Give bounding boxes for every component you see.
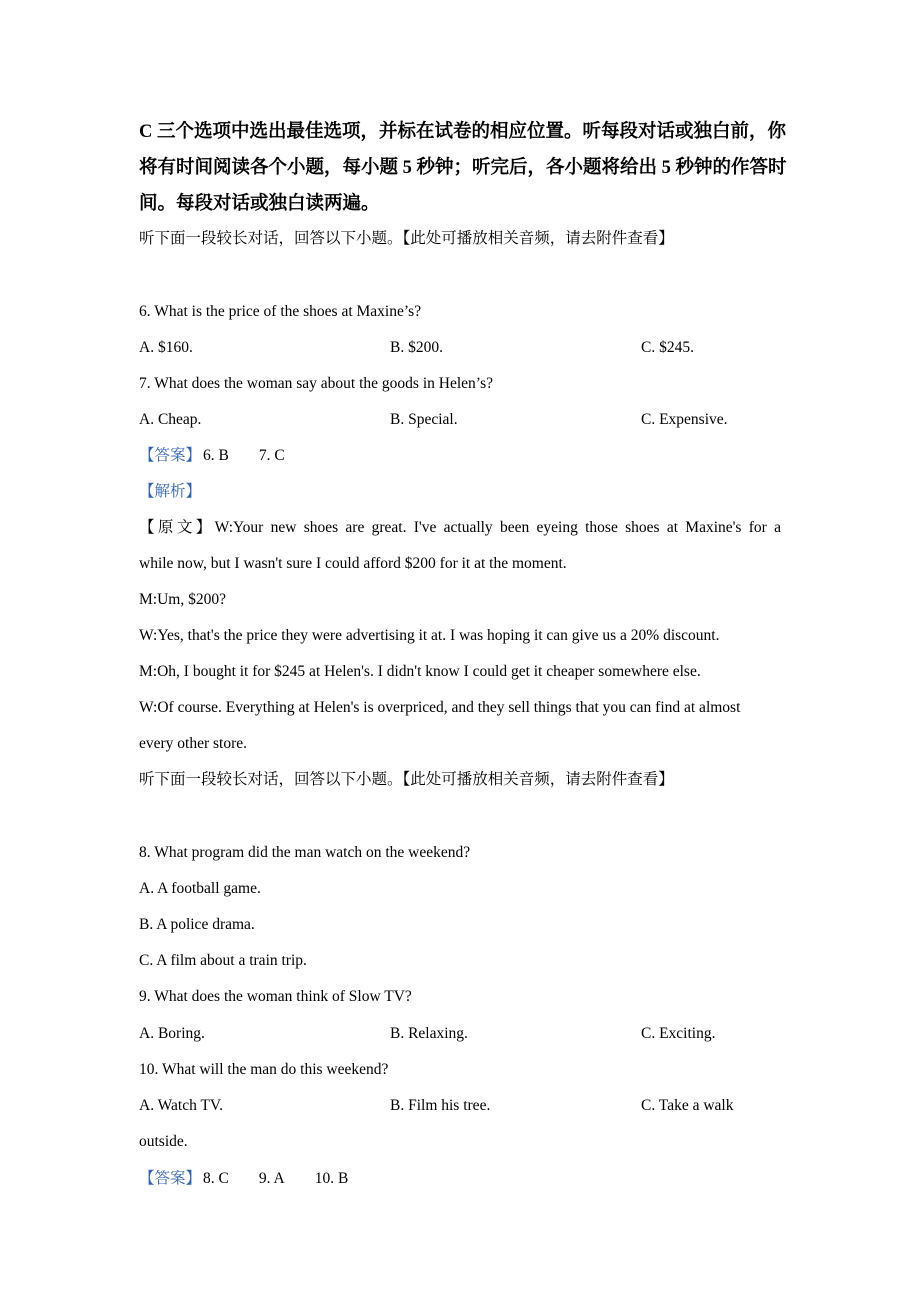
question-10-stem: 10. What will the man do this weekend? bbox=[139, 1061, 389, 1078]
question-7-option-c: C. Expensive. bbox=[641, 411, 728, 428]
question-9-option-a: A. Boring. bbox=[139, 1025, 205, 1042]
answer-8: 8. C bbox=[203, 1170, 229, 1187]
question-9-option-c: C. Exciting. bbox=[641, 1025, 716, 1042]
transcript-line-3: W:Yes, that's the price they were advertising it at. I was hoping it can give us a 20% discount. bbox=[139, 627, 720, 644]
answer-line-1 bbox=[139, 446, 285, 466]
answer-9: 9. A bbox=[258, 1170, 285, 1187]
answer-10: 10. B bbox=[314, 1170, 349, 1187]
answer-tag: 【答案】 bbox=[139, 447, 202, 464]
transcript-line-1b: while now, but I wasn't sure I could afford $200 for it at the moment. bbox=[139, 555, 567, 572]
question-8-stem: 8. What program did the man watch on the weekend? bbox=[139, 844, 471, 861]
answer-7: 7. C bbox=[258, 447, 285, 464]
transcript-line-5b: every other store. bbox=[139, 735, 248, 752]
section2-prompt: 听下面一段较长对话，回答以下小题。【此处可播放相关音频，请去附件查看】 bbox=[139, 771, 674, 788]
question-7-option-a: A. Cheap. bbox=[139, 411, 202, 428]
question-10-option-b: B. Film his tree. bbox=[390, 1097, 491, 1114]
question-8-option-b: B. A police drama. bbox=[139, 916, 255, 933]
analysis-tag: 【解析】 bbox=[139, 483, 202, 500]
question-10-option-c-continued: outside. bbox=[139, 1133, 188, 1150]
transcript-line-4: M:Oh, I bought it for $245 at Helen's. I didn't know I could get it cheaper somewhere else. bbox=[139, 663, 701, 680]
transcript-line-5a: W:Of course. Everything at Helen's is overpriced, and they sell things that you can find at almost bbox=[139, 699, 741, 716]
question-7-option-b: B. Special. bbox=[390, 411, 458, 428]
answer-tag: 【答案】 bbox=[139, 1170, 202, 1187]
section-instructions: C 三个选项中选出最佳选项，并标在试卷的相应位置。听每段对话或独白前，你将有时间阅读各个小题，每小题 5 秒钟；听完后，各小题将给出 5 秒钟的作答时间。每段对话或独白读两遍。 bbox=[139, 122, 787, 214]
question-9-option-b: B. Relaxing. bbox=[390, 1025, 468, 1042]
question-7-stem: 7. What does the woman say about the goods in Helen’s? bbox=[139, 375, 493, 392]
answer-line-2 bbox=[139, 1169, 348, 1189]
question-6-stem: 6. What is the price of the shoes at Maxine’s? bbox=[139, 303, 422, 320]
question-8-option-a: A. A football game. bbox=[139, 880, 261, 897]
question-9-stem: 9. What does the woman think of Slow TV? bbox=[139, 988, 412, 1005]
transcript-text-1a: W:Your new shoes are great. I've actually been eyeing those shoes at Maxine's for a bbox=[214, 519, 781, 536]
question-6-option-b: B. $200. bbox=[390, 339, 443, 356]
section1-prompt: 听下面一段较长对话，回答以下小题。【此处可播放相关音频，请去附件查看】 bbox=[139, 230, 674, 247]
question-10-option-a: A. Watch TV. bbox=[139, 1097, 224, 1114]
question-6-option-c: C. $245. bbox=[641, 339, 694, 356]
question-6-option-a: A. $160. bbox=[139, 339, 193, 356]
transcript-line-1 bbox=[139, 518, 781, 538]
question-8-option-c: C. A film about a train trip. bbox=[139, 952, 307, 969]
question-10-option-c: C. Take a walk bbox=[641, 1097, 734, 1114]
transcript-line-2: M:Um, $200? bbox=[139, 591, 226, 608]
answer-6: 6. B bbox=[203, 447, 229, 464]
transcript-tag: 【原文】 bbox=[139, 519, 215, 536]
